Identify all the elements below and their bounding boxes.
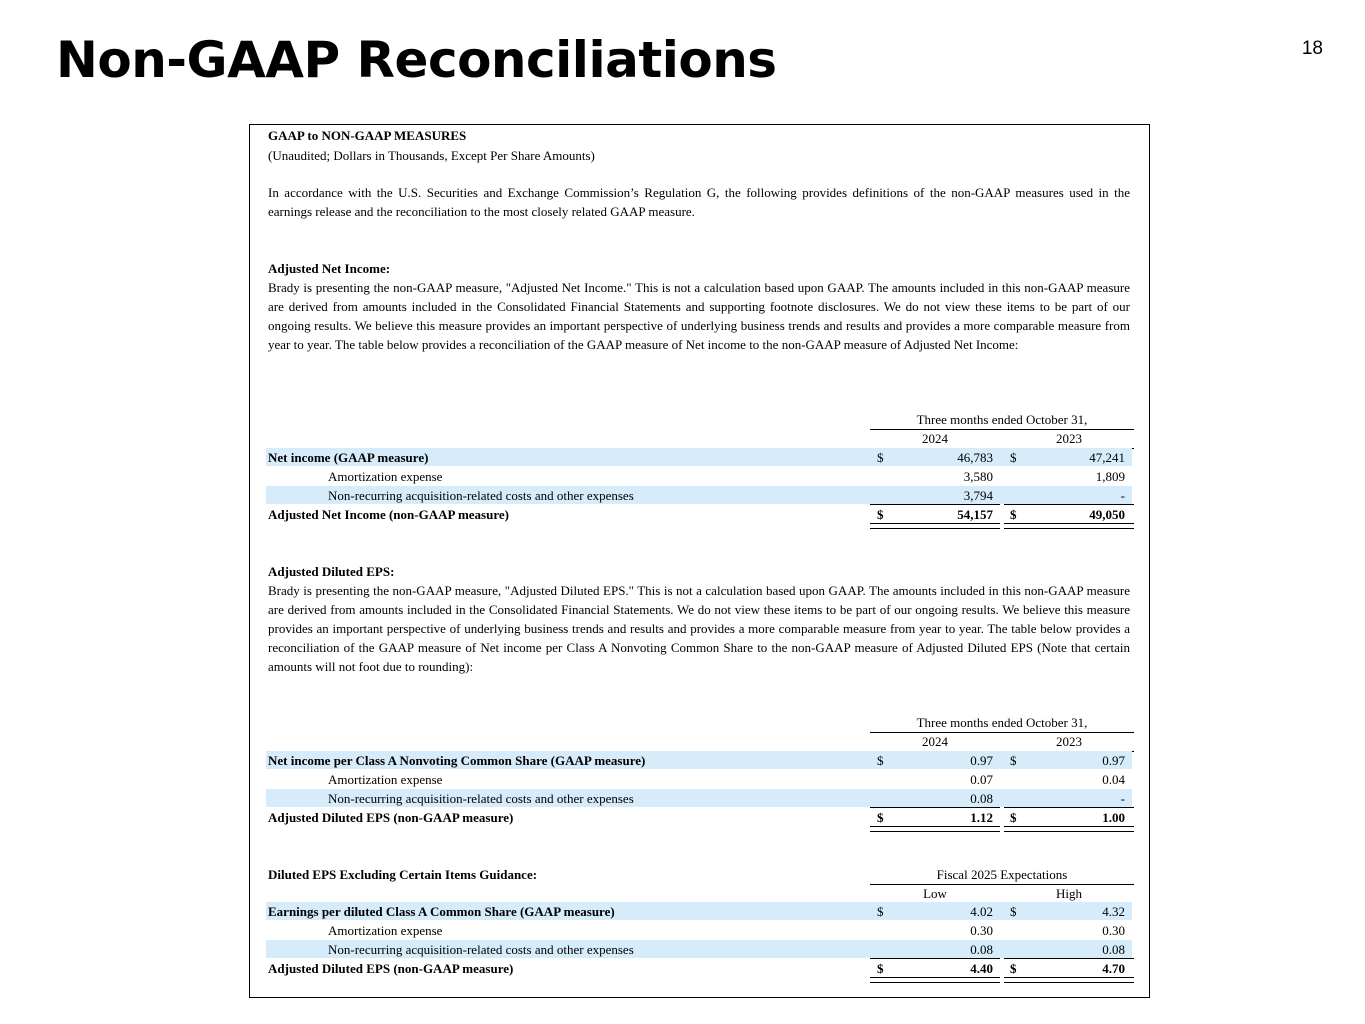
document-subheading: (Unaudited; Dollars in Thousands, Except Per Share Amounts)	[268, 148, 595, 163]
table-cell: 0.30	[970, 923, 993, 938]
page-number: 18	[1301, 38, 1323, 59]
table-total-cell: 1.00	[1102, 810, 1125, 825]
table-cell: -	[1120, 791, 1125, 806]
column-header-high: High	[1056, 886, 1082, 901]
column-header-low: Low	[923, 886, 947, 901]
table-cell: 4.02	[970, 904, 993, 919]
double-underline	[1004, 826, 1134, 832]
table-cell: 0.97	[970, 753, 993, 768]
guidance-heading: Diluted EPS Excluding Certain Items Guidance:	[268, 867, 538, 882]
table-row-label: Amortization expense	[328, 469, 443, 484]
table-row-label: Non-recurring acquisition-related costs and other expenses	[328, 488, 634, 503]
currency-symbol: $	[877, 961, 884, 976]
table-row-label: Net income per Class A Nonvoting Common Share (GAAP measure)	[268, 753, 646, 768]
adjusted-diluted-eps-heading: Adjusted Diluted EPS:	[268, 564, 395, 579]
column-header-2023: 2023	[1004, 430, 1134, 449]
table-total-label: Adjusted Net Income (non-GAAP measure)	[268, 507, 509, 522]
table-cell: 0.04	[1102, 772, 1125, 787]
table-total-cell: 4.70	[1102, 961, 1125, 976]
table-total-cell: 1.12	[970, 810, 993, 825]
table-period-header: Three months ended October 31,	[870, 714, 1134, 733]
table-cell: 0.08	[970, 791, 993, 806]
table-cell: 0.08	[1102, 942, 1125, 957]
intro-paragraph: In accordance with the U.S. Securities and Exchange Commission’s Regulation G, the following provides definitions of the non-GAAP measures used in the earnings release and the reconciliation to the most closely related GAAP measure.	[268, 185, 1130, 219]
currency-symbol: $	[1010, 450, 1017, 465]
page-title: Non-GAAP Reconciliations	[56, 31, 777, 89]
table-total-cell: 4.40	[970, 961, 993, 976]
table-total-cell: 49,050	[1089, 507, 1125, 522]
column-header-2023: 2023	[1004, 733, 1134, 752]
table-cell: 0.07	[970, 772, 993, 787]
table-row-label: Earnings per diluted Class A Common Share (GAAP measure)	[268, 904, 615, 919]
double-underline	[870, 826, 1000, 832]
double-underline	[1004, 523, 1134, 529]
table-period-header: Three months ended October 31,	[870, 411, 1134, 430]
table-cell: -	[1120, 488, 1125, 503]
column-header-2024: 2024	[870, 430, 1000, 449]
table-period-header: Fiscal 2025 Expectations	[870, 866, 1134, 885]
currency-symbol: $	[877, 904, 884, 919]
table-total-label: Adjusted Diluted EPS (non-GAAP measure)	[268, 961, 514, 976]
table-total-label: Adjusted Diluted EPS (non-GAAP measure)	[268, 810, 514, 825]
double-underline	[870, 523, 1000, 529]
currency-symbol: $	[877, 810, 884, 825]
document-heading: GAAP to NON-GAAP MEASURES	[268, 128, 467, 143]
table-cell: 47,241	[1089, 450, 1125, 465]
table-cell: 3,580	[963, 469, 993, 484]
currency-symbol: $	[1010, 507, 1017, 522]
table-cell: 0.97	[1102, 753, 1125, 768]
currency-symbol: $	[1010, 904, 1017, 919]
table-cell: 0.08	[970, 942, 993, 957]
adjusted-net-income-paragraph: Brady is presenting the non-GAAP measure, "Adjusted Net Income." This is not a calculation based upon GAAP. The amounts included in this non-GAAP measure are derived from amounts included in the Consolidated Financial Statements and supporting footnote disclosures. We do not view these items to be part of our ongoing results. We believe this measure provides an important perspective of underlying business trends and results and provides a more comparable measure from year to year. The table below provides a reconciliation of the GAAP measure of Net income to the non-GAAP measure of Adjusted Net Income:	[268, 280, 1130, 352]
currency-symbol: $	[1010, 753, 1017, 768]
table-cell: 3,794	[963, 488, 993, 503]
double-underline	[1004, 977, 1134, 983]
currency-symbol: $	[877, 450, 884, 465]
reconciliation-document	[249, 124, 1150, 998]
currency-symbol: $	[1010, 810, 1017, 825]
table-row-label: Net income (GAAP measure)	[268, 450, 429, 465]
currency-symbol: $	[1010, 961, 1017, 976]
table-total-cell: 54,157	[957, 507, 993, 522]
adjusted-net-income-heading: Adjusted Net Income:	[268, 261, 391, 276]
table-row-label: Amortization expense	[328, 923, 443, 938]
table-row-label: Non-recurring acquisition-related costs and other expenses	[328, 942, 634, 957]
table-row-label: Amortization expense	[328, 772, 443, 787]
table-cell: 1,809	[1095, 469, 1125, 484]
table-row-label: Non-recurring acquisition-related costs and other expenses	[328, 791, 634, 806]
adjusted-diluted-eps-paragraph: Brady is presenting the non-GAAP measure, "Adjusted Diluted EPS." This is not a calculation based upon GAAP. The amounts included in this non-GAAP measure are derived from amounts included in the Consolidated Financial Statements. We do not view these items to be part of our ongoing results. We believe this measure provides an important perspective of underlying business trends and results and provides a more comparable measure from year to year. The table below provides a reconciliation of the GAAP measure of Net income per Class A Nonvoting Common Share to the non-GAAP measure of Adjusted Diluted EPS (Note that certain amounts will not foot due to rounding):	[268, 583, 1130, 674]
table-cell: 0.30	[1102, 923, 1125, 938]
currency-symbol: $	[877, 507, 884, 522]
double-underline	[870, 977, 1000, 983]
table-cell: 4.32	[1102, 904, 1125, 919]
table-cell: 46,783	[957, 450, 993, 465]
column-header-2024: 2024	[870, 733, 1000, 752]
currency-symbol: $	[877, 753, 884, 768]
